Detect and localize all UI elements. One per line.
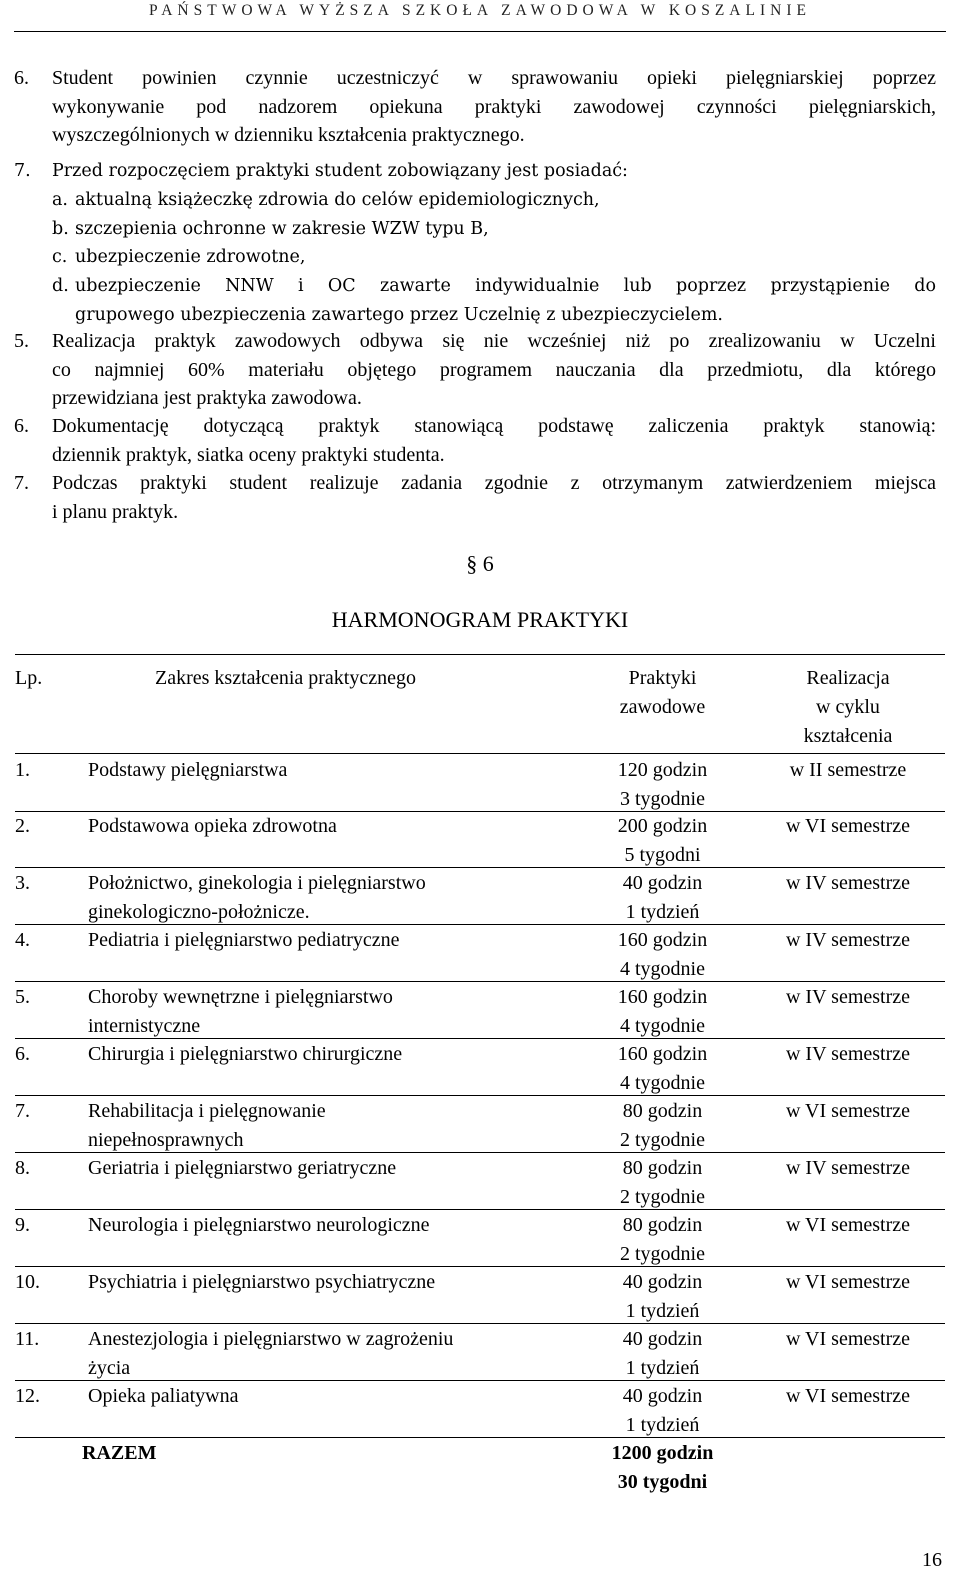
row-zakres-line: internistyczne (88, 1015, 201, 1037)
header-praktyki-line1: Praktyki (628, 667, 697, 689)
row-weeks: 1 tydzień (625, 901, 700, 923)
total-hours: 1200 godzin (611, 1442, 714, 1464)
row-lp: 12. (15, 1385, 40, 1407)
item-text-line: przewidziana jest praktyka zawodowa. (52, 387, 362, 409)
row-hours: 40 godzin (622, 872, 703, 894)
row-zakres-line: Opieka paliatywna (88, 1385, 239, 1407)
row-zakres-line: Pediatria i pielęgniarstwo pediatryczne (88, 929, 400, 951)
row-zakres-line: Choroby wewnętrzne i pielęgniarstwo (88, 986, 393, 1008)
row-praktyki (585, 1325, 740, 1383)
row-semestr: w VI semestrze (785, 1328, 911, 1350)
item-number: b. (52, 219, 69, 239)
row-zakres-line: Chirurgia i pielęgniarstwo chirurgiczne (88, 1043, 403, 1065)
row-weeks: 1 tydzień (625, 1414, 700, 1436)
row-semestr: w VI semestrze (785, 1214, 911, 1236)
item-number: 7. (14, 472, 29, 494)
item-text-line: co najmniej 60% materiału objętego programem nauczania dla przedmiotu, dla którego (52, 358, 936, 381)
header-zakres: Zakres kształcenia praktycznego (155, 667, 416, 689)
table-row-rule (15, 1152, 945, 1153)
row-praktyki (585, 1268, 740, 1326)
row-weeks: 4 tygodnie (620, 1072, 705, 1094)
row-praktyki (585, 756, 740, 814)
row-hours: 80 godzin (622, 1214, 703, 1236)
header-realizacja-line2: w cyklu (816, 696, 880, 718)
row-zakres-line: życia (88, 1357, 131, 1379)
row-weeks: 2 tygodnie (620, 1243, 705, 1265)
header-lp: Lp. (15, 667, 43, 689)
row-weeks: 1 tydzień (625, 1300, 700, 1322)
table-row-rule (15, 1380, 945, 1381)
row-lp: 4. (15, 929, 30, 951)
header-realizacja-line1: Realizacja (806, 667, 890, 689)
row-zakres (88, 1382, 588, 1411)
row-zakres (88, 1211, 588, 1240)
row-zakres-line: Neurologia i pielęgniarstwo neurologiczne (88, 1214, 430, 1236)
row-lp: 1. (15, 759, 30, 781)
row-weeks: 2 tygodnie (620, 1186, 705, 1208)
table-title: HARMONOGRAM PRAKTYKI (331, 607, 629, 632)
item-number: 6. (14, 67, 29, 89)
row-praktyki (585, 983, 740, 1041)
row-praktyki (585, 1382, 740, 1440)
row-zakres-line: Geriatria i pielęgniarstwo geriatryczne (88, 1157, 397, 1179)
header-realizacja (760, 664, 936, 751)
row-zakres (88, 1154, 588, 1183)
row-semestr: w II semestrze (789, 759, 907, 781)
item-number: 7. (14, 161, 31, 181)
row-zakres (88, 812, 588, 841)
row-zakres (88, 1268, 588, 1297)
table-row-rule (15, 1266, 945, 1267)
row-zakres (88, 1325, 588, 1383)
item-text-line: Przed rozpoczęciem praktyki student zobowiązany jest posiadać: (52, 161, 628, 181)
row-hours: 80 godzin (622, 1157, 703, 1179)
item-text-line: aktualną książeczkę zdrowia do celów epidemiologicznych, (75, 190, 600, 210)
table-row-rule (15, 1437, 945, 1438)
row-zakres (88, 983, 588, 1041)
item-number: a. (52, 190, 68, 210)
item-text-line: ubezpieczenie zdrowotne, (75, 247, 306, 267)
row-weeks: 4 tygodnie (620, 1015, 705, 1037)
row-weeks: 3 tygodnie (620, 788, 705, 810)
row-lp: 10. (15, 1271, 40, 1293)
row-praktyki (585, 1211, 740, 1269)
item-text-line: Student powinien czynnie uczestniczyć w sprawowaniu opieki pielęgniarskiej poprzez (52, 67, 936, 89)
row-hours: 40 godzin (622, 1328, 703, 1350)
row-hours: 40 godzin (622, 1385, 703, 1407)
row-zakres (88, 926, 588, 955)
table-top-rule (15, 654, 945, 655)
row-semestr: w VI semestrze (785, 1100, 911, 1122)
row-praktyki (585, 812, 740, 870)
row-zakres (88, 1097, 588, 1155)
row-praktyki (585, 926, 740, 984)
row-lp: 6. (15, 1043, 30, 1065)
row-semestr: w VI semestrze (785, 1271, 911, 1293)
header-praktyki-line2: zawodowe (619, 696, 706, 718)
row-zakres (88, 756, 588, 785)
item-text-line: Podczas praktyki student realizuje zadania zgodnie z otrzymanym zatwierdzeniem miejsca (52, 472, 936, 494)
table-row-rule (15, 981, 945, 982)
row-weeks: 4 tygodnie (620, 958, 705, 980)
row-semestr: w IV semestrze (785, 929, 911, 951)
row-hours: 160 godzin (617, 929, 708, 951)
row-hours: 160 godzin (617, 1043, 708, 1065)
item-number: 6. (14, 415, 29, 437)
row-zakres-line: Podstawowa opieka zdrowotna (88, 815, 337, 837)
row-hours: 80 godzin (622, 1100, 703, 1122)
item-number: c. (52, 247, 68, 267)
row-zakres-line: niepełnosprawnych (88, 1129, 244, 1151)
header-praktyki (585, 664, 740, 722)
row-zakres-line: Położnictwo, ginekologia i pielęgniarstwo (88, 872, 426, 894)
total-weeks: 30 tygodni (617, 1471, 708, 1493)
row-zakres-line: ginekologiczno-położnicze. (88, 901, 310, 923)
item-text-line: wykonywanie pod nadzorem opiekuna praktyki zawodowej czynności pielęgniarskich, (52, 95, 936, 118)
item-text-line: grupowego ubezpieczenia zawartego przez Uczelnię z ubezpieczycielem. (75, 304, 723, 325)
row-lp: 3. (15, 872, 30, 894)
table-row-rule (15, 867, 945, 868)
row-hours: 40 godzin (622, 1271, 703, 1293)
row-zakres (88, 1040, 588, 1069)
row-zakres-line: Rehabilitacja i pielęgnowanie (88, 1100, 326, 1122)
item-text-line: Realizacja praktyk zawodowych odbywa się nie wcześniej niż po zrealizowaniu w Uczelni (52, 330, 936, 352)
row-semestr: w IV semestrze (785, 1043, 911, 1065)
row-semestr: w IV semestrze (785, 1157, 911, 1179)
table-row-rule (15, 924, 945, 925)
row-semestr: w VI semestrze (785, 1385, 911, 1407)
row-lp: 7. (15, 1100, 30, 1122)
table-row-rule (15, 1038, 945, 1039)
item-text-line: Dokumentację dotyczącą praktyk stanowiącą podstawę zaliczenia praktyk stanowią: (52, 415, 936, 437)
header-realizacja-line3: kształcenia (803, 725, 893, 747)
row-hours: 120 godzin (617, 759, 708, 781)
row-lp: 11. (15, 1328, 40, 1350)
table-row-rule (15, 1095, 945, 1096)
row-semestr: w VI semestrze (785, 815, 911, 837)
item-text-line: i planu praktyk. (52, 500, 179, 523)
item-text-line: wyszczególnionych w dzienniku kształcenia praktycznego. (52, 124, 525, 146)
row-weeks: 1 tydzień (625, 1357, 700, 1379)
row-praktyki (585, 1154, 740, 1212)
item-number: 5. (14, 330, 29, 352)
row-lp: 9. (15, 1214, 30, 1236)
item-text-line: szczepienia ochronne w zakresie WZW typu B, (75, 219, 489, 239)
table-row-rule (15, 1209, 945, 1210)
row-praktyki (585, 1097, 740, 1155)
row-semestr: w IV semestrze (785, 986, 911, 1008)
row-zakres-line: Anestezjologia i pielęgniarstwo w zagrożeniu (88, 1328, 454, 1350)
item-text-line: dziennik praktyk, siatka oceny praktyki studenta. (52, 443, 445, 466)
item-text-line: ubezpieczenie NNW i OC zawarte indywidualnie lub poprzez przystąpienie do (75, 276, 936, 296)
table-row-rule (15, 1323, 945, 1324)
row-zakres-line: Psychiatria i pielęgniarstwo psychiatryczne (88, 1271, 436, 1293)
row-hours: 200 godzin (617, 815, 708, 837)
row-hours: 160 godzin (617, 986, 708, 1008)
row-zakres (88, 869, 588, 927)
item-number: d. (52, 276, 69, 296)
table-row-rule (15, 753, 945, 754)
total-label: RAZEM (82, 1442, 157, 1464)
row-lp: 2. (15, 815, 30, 837)
page-header: PAŃSTWOWA WYŻSZA SZKOŁA ZAWODOWA W KOSZALINIE (149, 2, 811, 19)
row-lp: 5. (15, 986, 30, 1008)
row-zakres-line: Podstawy pielęgniarstwa (88, 759, 288, 781)
section-mark: § 6 (466, 551, 494, 576)
row-weeks: 2 tygodnie (620, 1129, 705, 1151)
total-values (585, 1439, 740, 1497)
page-number: 16 (922, 1549, 942, 1571)
row-praktyki (585, 1040, 740, 1098)
row-weeks: 5 tygodni (624, 844, 701, 866)
row-semestr: w IV semestrze (785, 872, 911, 894)
row-lp: 8. (15, 1157, 30, 1179)
row-praktyki (585, 869, 740, 927)
header-rule (14, 31, 946, 32)
